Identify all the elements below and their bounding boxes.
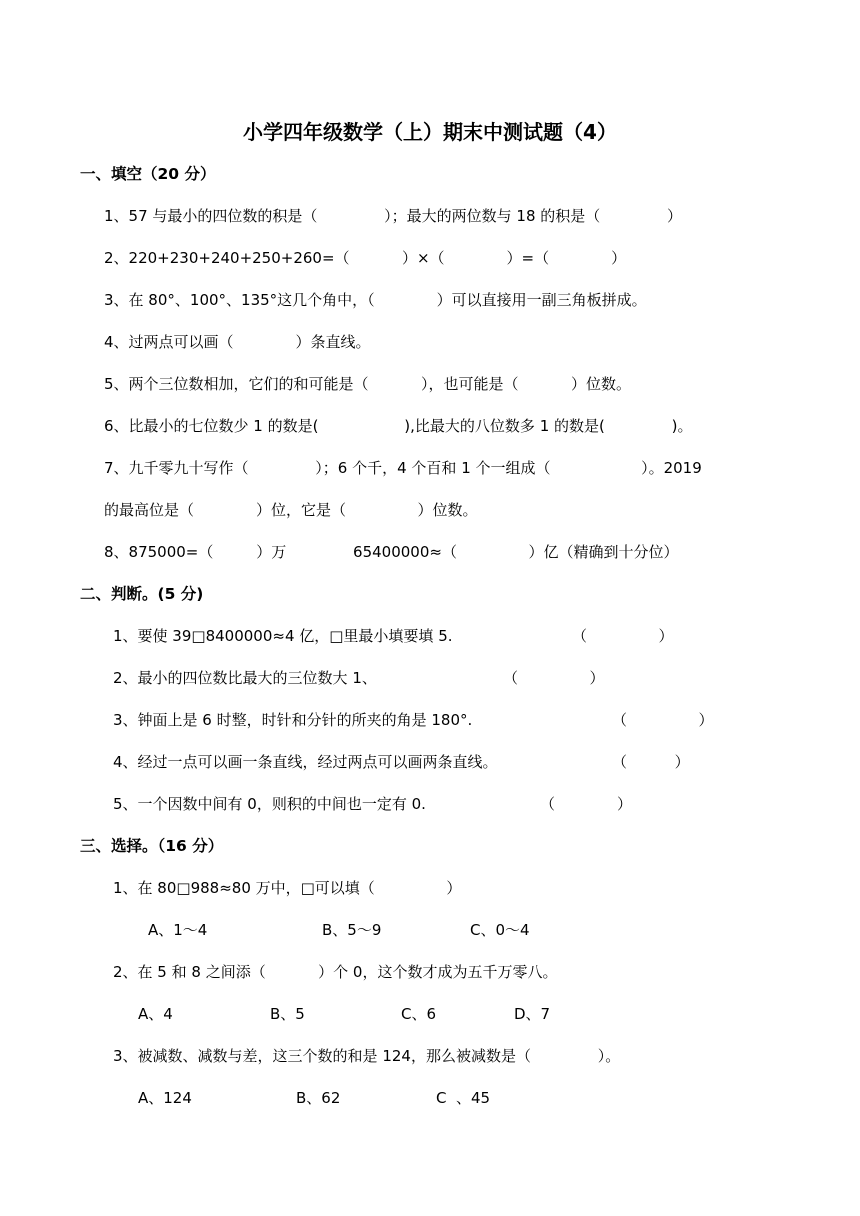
judge-question-1: 1、要使 39□8400000≈4 亿，□里最小填要填 5. (113, 627, 453, 645)
fill-question-1: 1、57 与最小的四位数的积是（ ）；最大的两位数与 18 的积是（ ） (104, 207, 683, 225)
choice-3-option-c: C 、45 (436, 1089, 491, 1107)
fill-question-3: 3、在 80°、100°、135°这几个角中，（ ）可以直接用一副三角板拼成。 (104, 291, 647, 309)
choice-1-option-b: B、5～9 (322, 921, 382, 939)
fill-question-7: 7、九千零九十写作（ ）；6 个千，4 个百和 1 个一组成（ ）。2019 (104, 459, 702, 477)
choice-2-option-c: C、6 (401, 1005, 437, 1023)
judge-question-5: 5、一个因数中间有 0，则积的中间也一定有 0. (113, 795, 426, 813)
choice-question-1: 1、在 80□988≈80 万中，□可以填（ ） (113, 879, 462, 897)
choice-2-option-d: D、7 (514, 1005, 551, 1023)
choice-1-option-c: C、0～4 (470, 921, 530, 939)
judge-question-2: 2、最小的四位数比最大的三位数大 1、 (113, 669, 377, 687)
judge-answer-bracket-3: （ ） (612, 711, 714, 729)
choice-2-option-b: B、5 (270, 1005, 305, 1023)
fill-question-6: 6、比最小的七位数少 1 的数是( ),比最大的八位数多 1 的数是( )。 (104, 417, 693, 435)
section-heading-fill-blanks: 一、填空（20 分） (80, 165, 216, 183)
choice-question-3: 3、被减数、减数与差，这三个数的和是 124，那么被减数是（ ）。 (113, 1047, 621, 1065)
choice-question-2: 2、在 5 和 8 之间添（ ）个 0，这个数才成为五千万零八。 (113, 963, 558, 981)
judge-answer-bracket-5: （ ） (540, 795, 632, 813)
choice-2-option-a: A、4 (138, 1005, 173, 1023)
fill-question-2: 2、220+230+240+250+260=（ ）×（ ）=（ ） (104, 249, 627, 267)
exam-title: 小学四年级数学（上）期末中测试题（4） (243, 120, 617, 144)
judge-answer-bracket-2: （ ） (503, 669, 605, 687)
section-heading-judgment: 二、判断。(5 分) (80, 585, 204, 603)
fill-question-8: 8、875000=（ ）万 65400000≈（ ）亿（精确到十分位） (104, 543, 679, 561)
fill-question-5: 5、两个三位数相加，它们的和可能是（ ），也可能是（ ）位数。 (104, 375, 631, 393)
judge-answer-bracket-4: （ ） (612, 753, 690, 771)
choice-3-option-b: B、62 (296, 1089, 341, 1107)
judge-question-4: 4、经过一点可以画一条直线，经过两点可以画两条直线。 (113, 753, 498, 771)
fill-question-7-continued: 的最高位是（ ）位，它是（ ）位数。 (104, 501, 478, 519)
section-heading-choice: 三、选择。（16 分） (80, 837, 224, 855)
judge-question-3: 3、钟面上是 6 时整，时针和分针的所夹的角是 180°. (113, 711, 473, 729)
choice-3-option-a: A、124 (138, 1089, 192, 1107)
choice-1-option-a: A、1～4 (148, 921, 208, 939)
fill-question-4: 4、过两点可以画（ ）条直线。 (104, 333, 371, 351)
judge-answer-bracket-1: （ ） (572, 627, 674, 645)
